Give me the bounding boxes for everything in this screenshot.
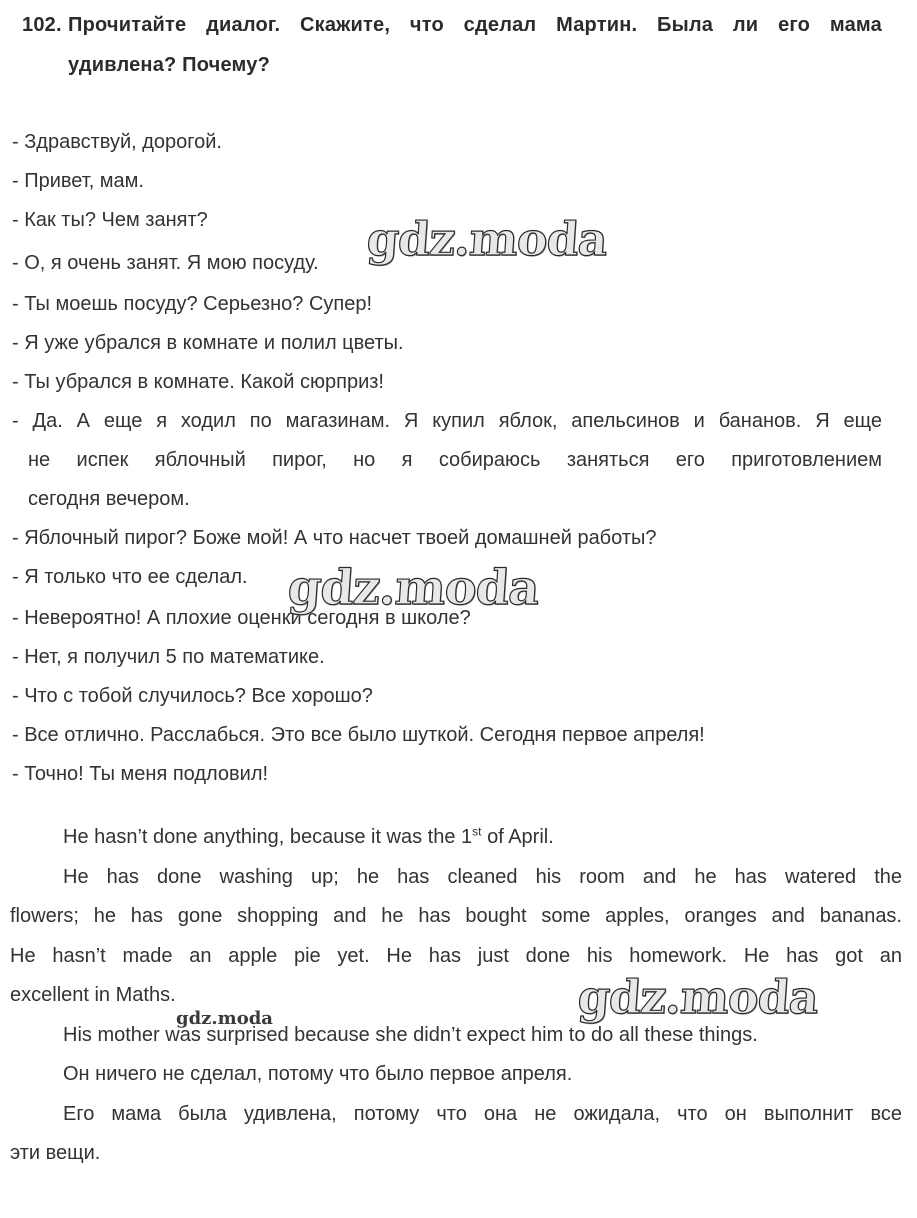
answer-4: Он ничего не сделал, потому что было первое апреля.	[63, 1063, 573, 1085]
dialog-line: - Я уже убрался в комнате и полил цветы.	[12, 332, 404, 354]
answer-1-tail: of April.	[481, 826, 554, 848]
watermark-logo: gdz.moda	[576, 970, 820, 1024]
dialog-line: - Как ты? Чем занят?	[12, 209, 208, 231]
dialog-line: - Нет, я получил 5 по математике.	[12, 646, 325, 668]
dialog-line: - Точно! Ты меня подловил!	[12, 763, 269, 785]
answer-2-row-2: flowers; he has gone shopping and he has bought some apples, oranges and bananas.	[10, 905, 902, 927]
dialog-line: - Все отлично. Расслабься. Это все было шуткой. Сегодня первое апреля!	[12, 724, 705, 746]
answer-2-row-4: excellent in Maths.	[10, 984, 176, 1006]
dialog-long-row-1: - Да. А еще я ходил по магазинам. Я купил яблок, апельсинов и бананов. Я еще	[12, 410, 882, 432]
dialog-line: - Привет, мам.	[12, 170, 144, 192]
dialog-line: - Ты убрался в комнате. Какой сюрприз!	[12, 371, 384, 393]
dialog-line-long	[12, 405, 882, 522]
task-header	[22, 10, 882, 80]
watermark-small: gdz.moda	[176, 1008, 273, 1029]
dialog-long-row-2: не испек яблочный пирог, но я собираюсь заняться его приготовлением	[28, 449, 882, 471]
task-number: 102.	[22, 14, 62, 36]
task-text-1: Прочитайте диалог. Скажите, что сделал Мартин. Была ли его мама	[68, 14, 882, 36]
watermark-logo: gdz.moda	[286, 560, 541, 616]
dialog-line: - Яблочный пирог? Боже мой! А что насчет твоей домашней работы?	[12, 527, 657, 549]
answer-3: His mother was surprised because she didn’t expect him to do all these things.	[63, 1023, 758, 1046]
answer-1	[10, 820, 902, 860]
dialog-long-row-3: сегодня вечером.	[28, 488, 190, 510]
answer-2-row-3: He hasn’t made an apple pie yet. He has just done his homework. He has got an	[10, 944, 902, 967]
answer-1-text: He hasn’t done anything, because it was the 1	[63, 826, 473, 848]
dialog-line: - Что с тобой случилось? Все хорошо?	[12, 685, 373, 707]
answer-5-row-2: эти вещи.	[10, 1142, 101, 1164]
answer-5-row-1: Его мама была удивлена, потому что она не ожидала, что он выполнит все	[63, 1102, 902, 1125]
answer-2-row-1: He has done washing up; he has cleaned his room and he has watered the	[63, 865, 902, 888]
dialog-line: - Я только что ее сделал.	[12, 566, 248, 588]
dialog-line: - О, я очень занят. Я мою посуду.	[12, 252, 319, 274]
task-line-2: удивлена? Почему?	[68, 54, 271, 76]
task-line-1	[22, 10, 882, 40]
watermark-logo: gdz.moda	[365, 212, 609, 266]
dialog-line: - Здравствуй, дорогой.	[12, 131, 222, 153]
dialog-line: - Невероятно! А плохие оценки сегодня в школе?	[12, 607, 471, 629]
dialog-line: - Ты моешь посуду? Серьезно? Супер!	[12, 293, 373, 315]
ordinal-suffix: st	[472, 824, 482, 839]
